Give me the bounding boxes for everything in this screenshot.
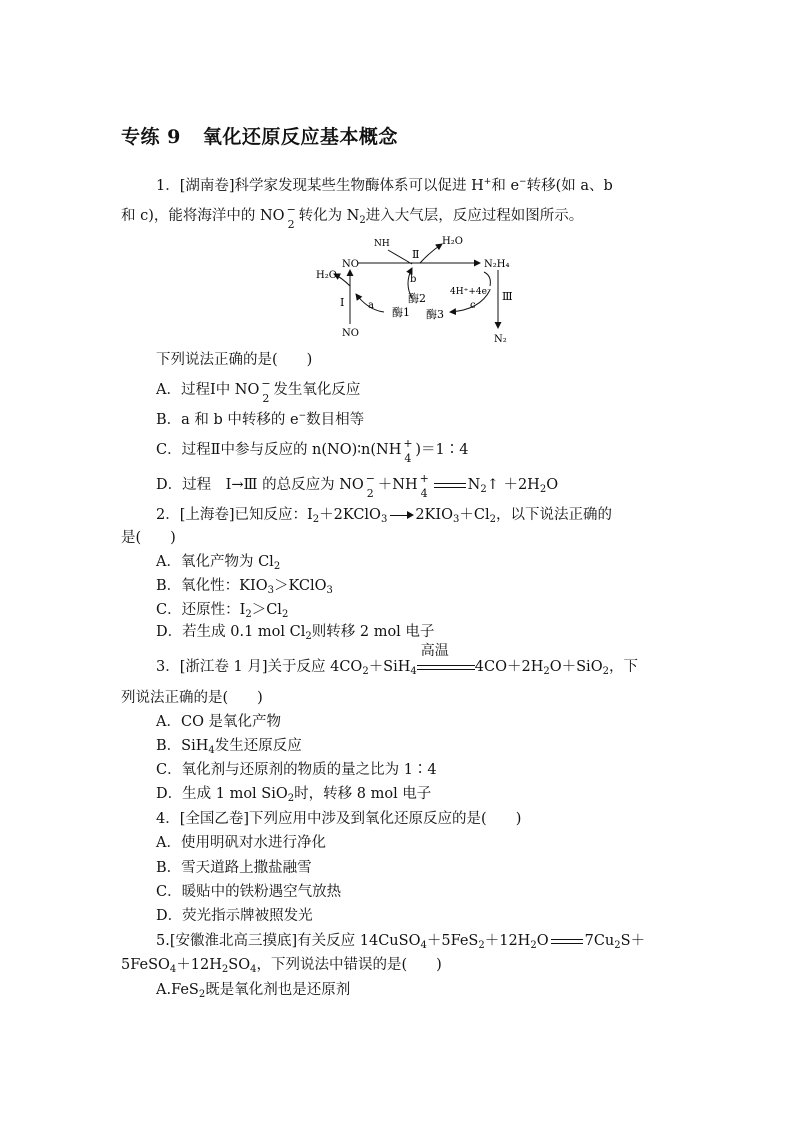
diagram-no: NO xyxy=(342,259,359,270)
q1-stem-line1: 1．[湖南卷]科学家发现某些生物酶体系可以促进 H+和 e−转移(如 a、b xyxy=(156,177,613,194)
diagram-enzyme-3: 酶3 xyxy=(426,308,444,321)
q2-stem-line1: 2．[上海卷]已知反应：$I_2+2KClO_3$ $2KIO_3+Cl_2$，以下说法正确的 xyxy=(156,507,612,525)
q1-option-d: D．过程 Ⅰ→Ⅲ 的总反应为 NO − 2 ＋NH + 4 $N_2↑ +2H_2O$ xyxy=(156,472,559,500)
q5-stem-line1: 5.[安徽淮北高三摸底]有关反应 $14CuSO_4+5FeS_2+12H_2O$ $7Cu_2S+$ xyxy=(156,933,646,951)
exercise-number: 专练 9 xyxy=(121,126,181,148)
diagram-process-3: Ⅲ xyxy=(502,290,513,303)
q4-option-d: D．荧光指示牌被照发光 xyxy=(156,908,313,924)
q2-option-c: C．还原性：$I_2>Cl_2$ xyxy=(156,602,289,620)
diagram-enzyme-1: 酶1 xyxy=(392,306,410,319)
page-title xyxy=(121,122,398,149)
q2-option-b: B．氧化性：$KIO_3>KClO_3$ xyxy=(156,578,333,596)
diagram-n2: N₂ xyxy=(494,334,507,345)
diagram-process-2: Ⅱ xyxy=(412,248,420,261)
reaction-condition: 高温 xyxy=(420,643,449,659)
diagram-h2o-top: H₂O xyxy=(442,236,463,247)
q4-stem: 4．[全国乙卷]下列应用中涉及到氧化还原反应的是( ) xyxy=(156,811,522,827)
q1-option-b: B．a 和 b 中转移的 e−数目相等 xyxy=(156,411,365,428)
q5-stem-line2: $5FeSO_4+12H_2SO_4$，下列说法中错误的是( ) xyxy=(121,957,442,975)
diagram-n2h4: N₂H₄ xyxy=(484,259,510,270)
diagram-hplus: 4H⁺+4e⁻ xyxy=(450,287,492,297)
q2-stem-line2: 是( ) xyxy=(121,530,176,546)
q3-option-d: D．生成 1 mol SiO$_2$时，转移 8 mol 电子 xyxy=(156,786,432,804)
q1-option-a: A．过程Ⅰ中 NO − 2 发生氧化反应 xyxy=(156,377,361,405)
q3-option-c: C．氧化剂与还原剂的物质的量之比为 1∶4 xyxy=(156,762,437,778)
diagram-label-b: b xyxy=(410,274,417,285)
diagram-label-a: a xyxy=(368,300,374,311)
diagram-enzyme-2: 酶2 xyxy=(408,292,426,305)
q1-stem-line2: 和 c)，能将海洋中的 NO − 2 转化为 $N_2$进入大气层，反应过程如图所示。 xyxy=(121,203,584,231)
q2-option-a: A．氧化产物为 $Cl_2$ xyxy=(156,554,281,572)
q3-stem-line2: 列说法正确的是( ) xyxy=(121,690,263,706)
q5-option-a: A.FeS$_2$既是氧化剂也是还原剂 xyxy=(156,982,351,1000)
q3-option-b: B．SiH$_4$发生还原反应 xyxy=(156,738,302,756)
diagram-no2: NO xyxy=(342,328,359,339)
diagram-nh4: NH xyxy=(374,239,390,249)
reaction-diagram xyxy=(312,228,522,346)
q3-option-a: A．CO 是氧化产物 xyxy=(156,714,282,730)
q1-ask: 下列说法正确的是( ) xyxy=(156,352,313,368)
q4-option-c: C．暖贴中的铁粉遇空气放热 xyxy=(156,884,342,900)
diagram-process-1: Ⅰ xyxy=(340,296,345,309)
q2-option-d: D．若生成 0.1 mol $Cl_2$则转移 2 mol 电子 xyxy=(156,624,435,642)
q3-stem-line1: 3．[浙江卷 1 月]关于反应 $4CO_2+SiH_4$ 高温 $4CO+2H_2O+SiO_2$，下 xyxy=(156,643,638,677)
diagram-h2o-left: H₂O xyxy=(316,270,337,281)
q1-option-c: C．过程Ⅱ中参与反应的 n(NO)∶n(NH + 4 )＝1∶4 xyxy=(156,437,469,465)
exercise-name: 氧化还原反应基本概念 xyxy=(202,126,398,148)
q4-option-b: B．雪天道路上撒盐融雪 xyxy=(156,860,312,876)
q4-option-a: A．使用明矾对水进行净化 xyxy=(156,835,326,851)
diagram-label-c: c xyxy=(470,300,476,311)
